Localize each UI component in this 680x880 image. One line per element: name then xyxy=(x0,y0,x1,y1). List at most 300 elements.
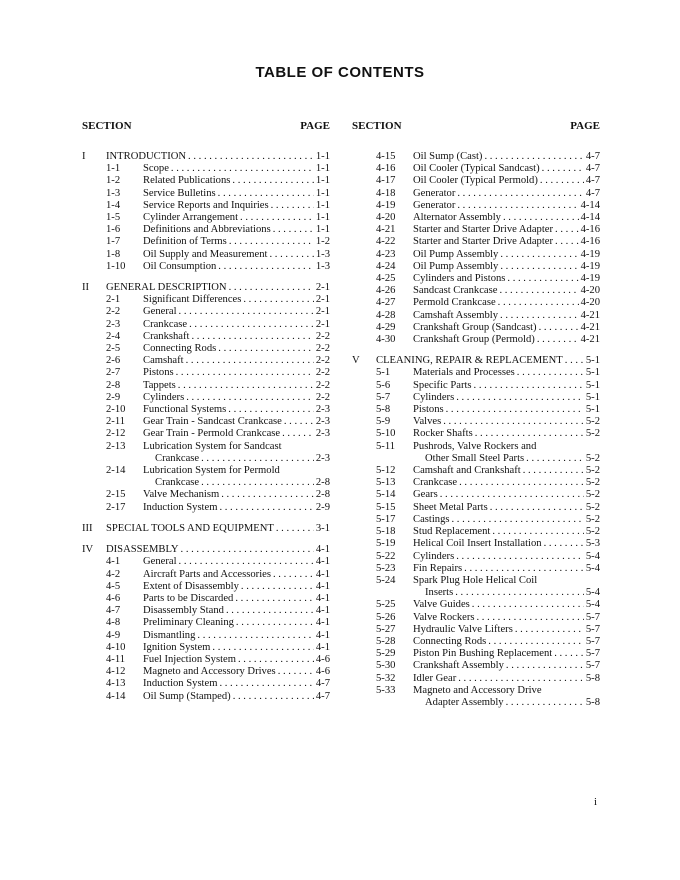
section-roman-numeral: IV xyxy=(82,544,94,556)
entry-page: 5-2 xyxy=(585,489,600,501)
dot-leader xyxy=(542,163,584,175)
section-header-label: SECTION xyxy=(82,120,132,132)
entry-title: Camshaft xyxy=(143,355,184,367)
entry-title-line xyxy=(143,306,330,318)
toc-entry xyxy=(82,617,330,629)
toc-entry xyxy=(82,489,330,501)
entry-number: 4-11 xyxy=(106,653,126,665)
toc-entry xyxy=(352,367,600,379)
entry-number: 5-14 xyxy=(376,489,396,501)
toc-entry xyxy=(352,441,600,465)
entry-title: Oil Pump Assembly xyxy=(413,260,499,272)
entry-title: Specific Parts xyxy=(413,379,472,391)
entry-title-line xyxy=(413,188,600,200)
entry-page: 4-19 xyxy=(580,248,600,260)
section-roman-numeral: V xyxy=(352,355,360,367)
entry-page: 4-16 xyxy=(580,236,600,248)
entry-number: 4-13 xyxy=(106,678,126,690)
entry-title: Lubrication System for Permold xyxy=(143,465,280,477)
dot-leader xyxy=(506,660,584,672)
entry-title-line xyxy=(413,428,600,440)
entry-page: 1-1 xyxy=(315,199,330,211)
toc-section-heading xyxy=(82,544,330,556)
entry-title-line xyxy=(143,200,330,212)
entry-page: 4-7 xyxy=(585,175,600,187)
entry-title-line xyxy=(413,175,600,187)
entry-number: 5-9 xyxy=(376,416,391,428)
toc-entry xyxy=(352,163,600,175)
dot-leader xyxy=(443,416,584,428)
toc-entry xyxy=(352,599,600,611)
entry-title-line xyxy=(143,224,330,236)
entry-page: 5-1 xyxy=(585,367,600,379)
toc-entry xyxy=(82,306,330,318)
entry-number: 5-32 xyxy=(376,672,396,684)
toc-entry xyxy=(82,343,330,355)
entry-number: 5-13 xyxy=(376,477,396,489)
toc-entry xyxy=(82,465,330,489)
dot-leader xyxy=(475,428,584,440)
entry-title: Camshaft and Crankshaft xyxy=(413,465,521,477)
entry-page: 4-7 xyxy=(315,690,330,702)
toc-entry xyxy=(82,236,330,248)
toc-list-right xyxy=(352,151,600,709)
entry-number: 2-12 xyxy=(106,428,126,440)
dot-leader xyxy=(284,416,314,428)
toc-entry xyxy=(352,636,600,648)
entry-page: 3-1 xyxy=(315,522,330,534)
entry-title-cont: Other Small Steel Parts xyxy=(425,452,525,464)
toc-entry xyxy=(352,673,600,685)
toc-entry xyxy=(352,685,600,709)
toc-entry xyxy=(352,416,600,428)
entry-title: Cylinders xyxy=(413,550,455,562)
entry-title: Functional Systems xyxy=(143,404,227,416)
dot-leader xyxy=(456,392,584,404)
toc-entry xyxy=(82,654,330,666)
entry-title: Oil Cooler (Typical Sandcast) xyxy=(413,163,540,175)
entry-number: 5-29 xyxy=(376,648,396,660)
entry-number: 5-19 xyxy=(376,538,396,550)
entry-number: 5-12 xyxy=(376,465,396,477)
entry-number: 2-7 xyxy=(106,367,121,379)
entry-page: 4-1 xyxy=(315,641,330,653)
entry-title-line xyxy=(413,563,600,575)
entry-number: 5-30 xyxy=(376,660,396,672)
toc-entry xyxy=(352,200,600,212)
entry-title: INTRODUCTION xyxy=(106,151,187,162)
entry-number: 1-6 xyxy=(106,224,121,236)
entry-title: Connecting Rods xyxy=(413,635,487,647)
entry-title: Cylinders and Pistons xyxy=(413,273,506,285)
entry-number: 5-17 xyxy=(376,513,396,525)
entry-number: 4-15 xyxy=(376,151,396,162)
entry-title: Connecting Rods xyxy=(143,343,217,355)
toc-entry xyxy=(82,367,330,379)
toc-entry xyxy=(82,294,330,306)
dot-leader xyxy=(197,630,313,642)
entry-title-line xyxy=(143,416,330,428)
entry-page: 2-9 xyxy=(315,501,330,513)
entry-title-continuation xyxy=(425,697,600,709)
entry-page: 5-2 xyxy=(585,526,600,538)
entry-page: 5-8 xyxy=(585,672,600,684)
dot-leader xyxy=(243,294,314,306)
dot-leader xyxy=(229,236,314,248)
entry-title-line xyxy=(143,392,330,404)
entry-title-line xyxy=(143,569,330,581)
entry-number: 2-4 xyxy=(106,330,121,342)
dot-leader xyxy=(488,636,584,648)
toc-entry xyxy=(82,642,330,654)
entry-title-line xyxy=(143,428,330,440)
page-title: TABLE OF CONTENTS xyxy=(255,64,425,81)
entry-title: Hydraulic Valve Lifters xyxy=(413,623,513,635)
dot-leader xyxy=(458,673,584,685)
section-roman-numeral: I xyxy=(82,151,86,162)
dot-leader xyxy=(228,404,314,416)
entry-title-line xyxy=(143,605,330,617)
section-roman-numeral: II xyxy=(82,282,90,294)
dot-leader xyxy=(212,642,313,654)
entry-title: Rocker Shafts xyxy=(413,428,473,440)
toc-entry xyxy=(82,163,330,175)
entry-title-line xyxy=(143,691,330,703)
entry-title-line xyxy=(143,593,330,605)
entry-number: 4-5 xyxy=(106,580,121,592)
entry-title-line xyxy=(413,322,600,334)
entry-page: 2-1 xyxy=(315,294,330,306)
dot-leader xyxy=(232,175,313,187)
dot-leader xyxy=(201,477,314,489)
entry-title: Definitions and Abbreviations xyxy=(143,224,271,236)
toc-entry xyxy=(352,380,600,392)
entry-title: Extent of Disassembly xyxy=(143,580,239,592)
entry-title: Crankshaft Group (Permold) xyxy=(413,334,535,346)
entry-number: 4-25 xyxy=(376,273,396,285)
entry-page: 5-3 xyxy=(585,538,600,550)
toc-entry xyxy=(352,563,600,575)
entry-title: Pistons xyxy=(143,367,174,379)
entry-title-line xyxy=(143,261,330,273)
entry-page: 2-2 xyxy=(315,367,330,379)
entry-page: 1-1 xyxy=(315,224,330,236)
entry-title: Gear Train - Permold Crankcase xyxy=(143,428,281,440)
entry-title-line xyxy=(143,188,330,200)
entry-number: 1-3 xyxy=(106,187,121,199)
entry-title-line xyxy=(413,612,600,624)
entry-title-line xyxy=(143,678,330,690)
dot-leader xyxy=(236,617,314,629)
entry-title-line xyxy=(413,673,600,685)
entry-page: 5-7 xyxy=(585,660,600,672)
entry-page: 4-1 xyxy=(315,568,330,580)
dot-leader xyxy=(201,453,314,465)
entry-number: 4-24 xyxy=(376,260,396,272)
entry-title-line xyxy=(413,404,600,416)
dot-leader xyxy=(218,188,314,200)
entry-title: Ignition System xyxy=(143,641,211,653)
toc-entry xyxy=(352,660,600,672)
dot-leader xyxy=(515,624,584,636)
entry-title-line xyxy=(143,642,330,654)
entry-title: Starter and Starter Drive Adapter xyxy=(413,236,554,248)
dot-leader xyxy=(498,297,579,309)
entry-title-line xyxy=(413,465,600,477)
entry-title-line xyxy=(143,175,330,187)
toc-section-heading xyxy=(82,151,330,163)
entry-title: SPECIAL TOOLS AND EQUIPMENT xyxy=(106,522,274,534)
entry-title-line xyxy=(143,163,330,175)
entry-title: Sheet Metal Parts xyxy=(413,501,488,513)
entry-title: Oil Sump (Stamped) xyxy=(143,690,231,702)
dot-leader xyxy=(179,556,314,568)
entry-number: 5-11 xyxy=(376,440,396,452)
dot-leader xyxy=(456,551,584,563)
dot-leader xyxy=(186,355,314,367)
entry-title-line xyxy=(143,666,330,678)
dot-leader xyxy=(219,678,313,690)
entry-title-line xyxy=(143,489,330,501)
entry-page: 4-7 xyxy=(315,678,330,690)
entry-number: 4-18 xyxy=(376,187,396,199)
entry-title: Service Reports and Inquiries xyxy=(143,199,269,211)
dot-leader xyxy=(273,569,314,581)
dot-leader xyxy=(219,502,313,514)
entry-number: 2-3 xyxy=(106,318,121,330)
entry-title: Service Bulletins xyxy=(143,187,216,199)
entry-title: Oil Pump Assembly xyxy=(413,248,499,260)
entry-title-line xyxy=(413,380,600,392)
entry-number: 4-16 xyxy=(376,163,396,175)
dot-leader xyxy=(271,200,314,212)
toc-entry xyxy=(82,261,330,273)
dot-leader xyxy=(526,453,584,465)
entry-number: 2-5 xyxy=(106,343,121,355)
dot-leader xyxy=(240,212,314,224)
entry-title-line xyxy=(413,163,600,175)
entry-title-line xyxy=(413,599,600,611)
dot-leader xyxy=(490,502,584,514)
entry-title-line xyxy=(413,273,600,285)
entry-page: 4-7 xyxy=(585,187,600,199)
entry-number: 5-10 xyxy=(376,428,396,440)
dot-leader xyxy=(500,261,578,273)
entry-title: Valve Mechanism xyxy=(143,489,220,501)
entry-page: 2-8 xyxy=(315,489,330,501)
entry-number: 5-28 xyxy=(376,635,396,647)
entry-title: Helical Coil Insert Installation xyxy=(413,538,542,550)
entry-title: Crankcase xyxy=(413,477,458,489)
entry-number: 4-28 xyxy=(376,309,396,321)
dot-leader xyxy=(537,334,579,346)
dot-leader xyxy=(539,322,579,334)
entry-number: 4-26 xyxy=(376,285,396,297)
entry-number: 5-33 xyxy=(376,684,396,696)
entry-number: 4-19 xyxy=(376,199,396,211)
entry-title: Cylinder Arrangement xyxy=(143,212,239,224)
entry-title-continuation xyxy=(155,477,330,489)
entry-title: Dismantling xyxy=(143,629,196,641)
entry-title: Cylinders xyxy=(143,391,185,403)
entry-number: 4-23 xyxy=(376,248,396,260)
entry-page: 5-2 xyxy=(585,477,600,489)
entry-title: Pushrods, Valve Rockers and xyxy=(413,440,537,452)
entry-title-continuation xyxy=(425,587,600,599)
entry-number: 4-6 xyxy=(106,592,121,604)
entry-title-line xyxy=(143,343,330,355)
entry-page: 5-1 xyxy=(585,404,600,416)
entry-page: 4-14 xyxy=(580,199,600,211)
entry-number: 2-13 xyxy=(106,440,126,452)
entry-page: 4-1 xyxy=(315,605,330,617)
entry-title-line xyxy=(143,404,330,416)
toc-entry xyxy=(82,569,330,581)
entry-title-line xyxy=(413,636,600,648)
entry-title: Spark Plug Hole Helical Coil xyxy=(413,574,538,586)
entry-page: 2-2 xyxy=(315,330,330,342)
toc-column-right xyxy=(352,120,600,709)
dot-leader xyxy=(499,285,578,297)
entry-number: 4-29 xyxy=(376,321,396,333)
entry-title-line xyxy=(106,151,330,163)
section-roman-numeral: III xyxy=(82,522,93,534)
entry-page: 5-1 xyxy=(585,391,600,403)
entry-title-line xyxy=(143,355,330,367)
dot-leader xyxy=(446,404,584,416)
toc-entry xyxy=(82,416,330,428)
toc-entry xyxy=(82,630,330,642)
dot-leader xyxy=(440,489,584,501)
entry-title-line xyxy=(143,212,330,224)
entry-title-line xyxy=(413,489,600,501)
entry-title-line xyxy=(143,319,330,331)
entry-number: 5-23 xyxy=(376,562,396,574)
toc-entry xyxy=(352,175,600,187)
entry-number: 4-10 xyxy=(106,641,126,653)
entry-title: Generator xyxy=(413,187,456,199)
entry-page: 2-1 xyxy=(315,282,330,294)
entry-number: 2-14 xyxy=(106,465,126,477)
entry-title-line xyxy=(413,285,600,297)
column-header xyxy=(82,120,330,134)
toc-entry xyxy=(352,551,600,563)
entry-number: 2-15 xyxy=(106,489,126,501)
entry-number: 2-8 xyxy=(106,379,121,391)
entry-title: Magneto and Accessory Drives xyxy=(143,666,276,678)
entry-page: 5-4 xyxy=(585,587,600,599)
entry-title-cont: Adapter Assembly xyxy=(425,696,504,708)
entry-page: 5-2 xyxy=(585,416,600,428)
toc-entry xyxy=(352,151,600,163)
entry-page: 2-2 xyxy=(315,343,330,355)
toc-entry xyxy=(82,249,330,261)
entry-number: 2-9 xyxy=(106,391,121,403)
entry-page: 5-2 xyxy=(585,513,600,525)
toc-entry xyxy=(352,249,600,261)
entry-title: Valves xyxy=(413,416,442,428)
toc-entry xyxy=(352,310,600,322)
entry-title-line xyxy=(413,551,600,563)
entry-number: 4-9 xyxy=(106,629,121,641)
entry-title: Tappets xyxy=(143,379,176,391)
entry-page: 1-1 xyxy=(315,151,330,162)
entry-title: Generator xyxy=(413,199,456,211)
entry-title-line xyxy=(413,538,600,550)
dot-leader xyxy=(181,544,314,556)
toc-entry xyxy=(82,593,330,605)
entry-title-cont: Crankcase xyxy=(155,477,200,489)
entry-title: Induction System xyxy=(143,678,218,690)
dot-leader xyxy=(555,236,579,248)
entry-title: Valve Rockers xyxy=(413,611,475,623)
entry-number: 1-8 xyxy=(106,248,121,260)
entry-page: 1-1 xyxy=(315,187,330,199)
toc-entry xyxy=(82,605,330,617)
entry-number: 4-1 xyxy=(106,556,121,568)
entry-title-line xyxy=(143,331,330,343)
entry-title: Oil Cooler (Typical Permold) xyxy=(413,175,538,187)
toc-entry xyxy=(352,538,600,550)
dot-leader xyxy=(276,523,314,535)
toc-entry xyxy=(352,236,600,248)
dot-leader xyxy=(565,355,584,367)
entry-title: Materials and Processes xyxy=(413,367,515,379)
entry-number: 5-25 xyxy=(376,599,396,611)
entry-title: Fin Repairs xyxy=(413,562,463,574)
toc-entry xyxy=(352,224,600,236)
entry-number: 5-22 xyxy=(376,550,396,562)
toc-entry xyxy=(82,556,330,568)
entry-page: 1-1 xyxy=(315,175,330,187)
toc-entry xyxy=(82,502,330,514)
dot-leader xyxy=(555,224,579,236)
entry-number: 2-10 xyxy=(106,404,126,416)
entry-title-line xyxy=(413,441,600,453)
dot-leader xyxy=(229,282,314,294)
entry-title-line xyxy=(413,200,600,212)
dot-leader xyxy=(186,392,314,404)
entry-page: 5-7 xyxy=(585,635,600,647)
toc-entry xyxy=(352,575,600,599)
entry-title-line xyxy=(413,224,600,236)
entry-title-line xyxy=(413,416,600,428)
entry-title-line xyxy=(106,544,330,556)
entry-number: 4-7 xyxy=(106,605,121,617)
entry-page: 1-1 xyxy=(315,163,330,175)
entry-title-line xyxy=(413,261,600,273)
dot-leader xyxy=(500,310,579,322)
entry-title: Stud Replacement xyxy=(413,526,491,538)
toc-section-heading xyxy=(352,355,600,367)
entry-title: Induction System xyxy=(143,501,218,513)
entry-page: 4-7 xyxy=(585,163,600,175)
entry-page: 5-4 xyxy=(585,562,600,574)
entry-number: 4-8 xyxy=(106,617,121,629)
entry-title: Permold Crankcase xyxy=(413,297,496,309)
toc-entry xyxy=(352,502,600,514)
dot-leader xyxy=(218,261,314,273)
entry-page: 4-6 xyxy=(315,666,330,678)
entry-number: 4-22 xyxy=(376,236,396,248)
toc-entry xyxy=(352,514,600,526)
column-header xyxy=(352,120,600,134)
entry-number: 4-12 xyxy=(106,666,126,678)
entry-page: 5-7 xyxy=(585,648,600,660)
toc-entry xyxy=(352,477,600,489)
dot-leader xyxy=(503,212,579,224)
toc-entry xyxy=(82,380,330,392)
